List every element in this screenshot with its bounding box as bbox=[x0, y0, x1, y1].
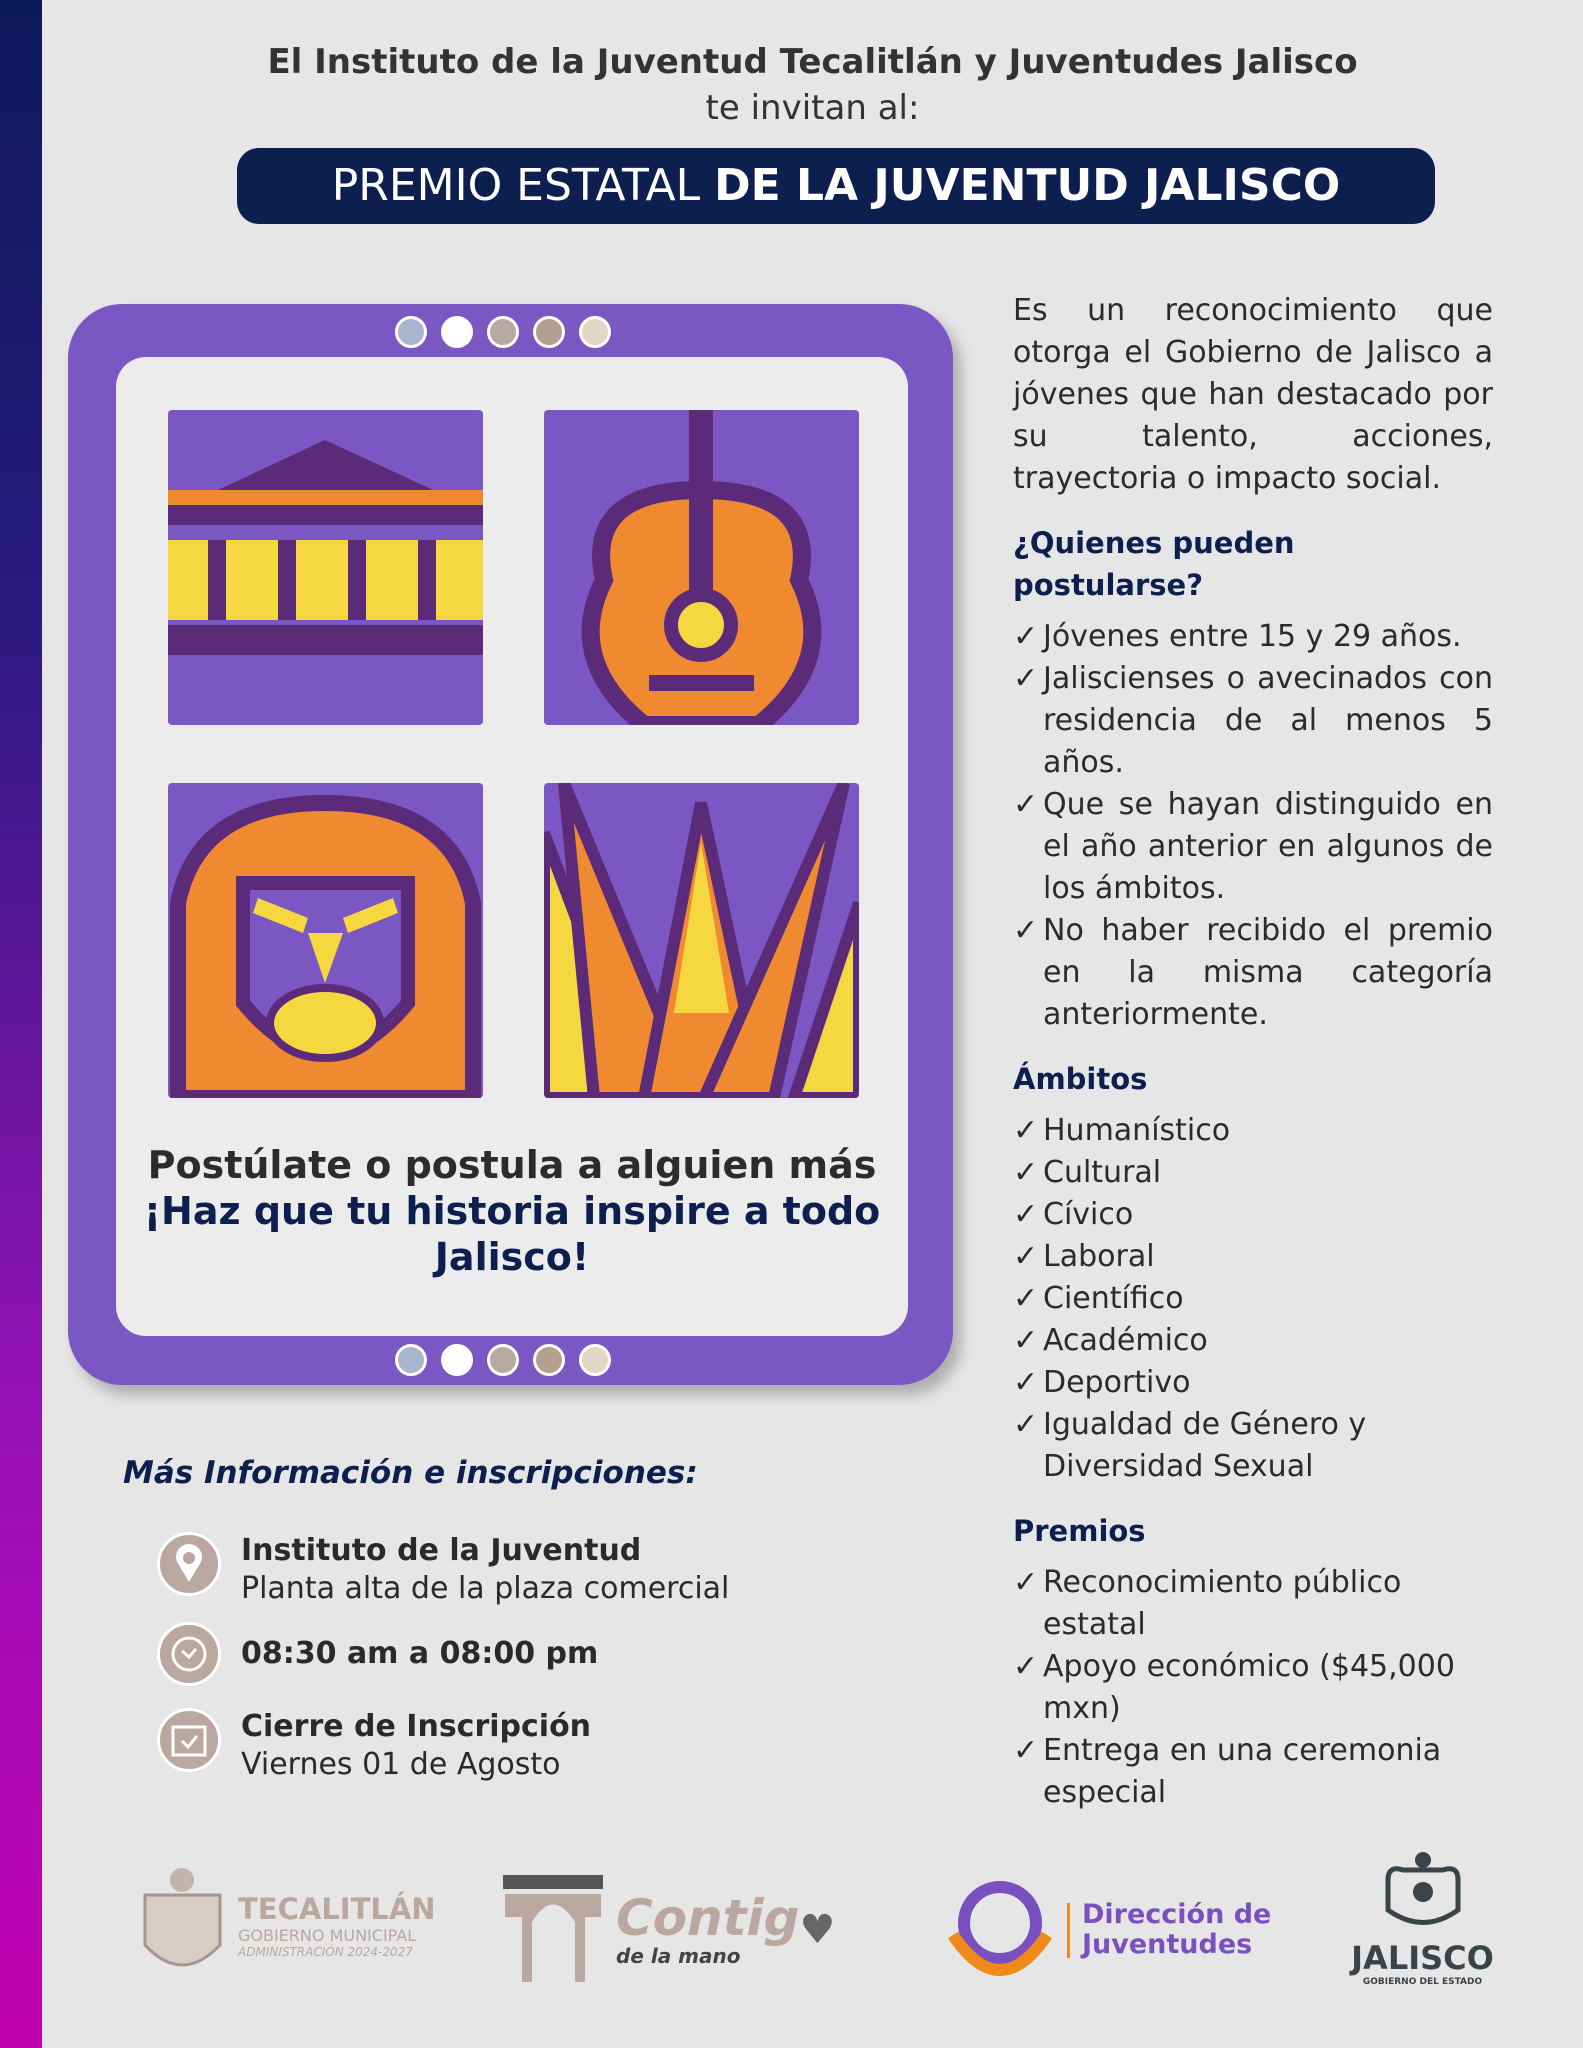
check-icon: ✓ bbox=[1013, 1565, 1039, 1600]
list-item-text: Laboral bbox=[1043, 1239, 1155, 1274]
clock-icon bbox=[157, 1622, 221, 1686]
premios-list bbox=[1013, 1562, 1493, 1814]
mask-icon bbox=[168, 783, 483, 1098]
dots-top bbox=[395, 316, 611, 348]
juventudes-line1: Dirección de bbox=[1082, 1899, 1272, 1930]
dot bbox=[533, 1344, 565, 1376]
dot bbox=[395, 316, 427, 348]
list-item bbox=[1013, 1236, 1493, 1278]
list-item-text: Jóvenes entre 15 y 29 años. bbox=[1043, 619, 1462, 654]
tagline-line1: Postúlate o postula a alguien más bbox=[147, 1143, 877, 1187]
list-item-text: Humanístico bbox=[1043, 1113, 1231, 1148]
dot bbox=[579, 316, 611, 348]
banner-bold: DE LA JUVENTUD JALISCO bbox=[714, 160, 1341, 211]
arch-icon bbox=[500, 1872, 610, 1987]
info-location bbox=[157, 1532, 729, 1608]
list-item-text: Igualdad de Género y Diversidad Sexual bbox=[1043, 1407, 1367, 1484]
check-icon: ✓ bbox=[1013, 1323, 1039, 1358]
list-item bbox=[1013, 1152, 1493, 1194]
juventudes-emblem-icon bbox=[945, 1875, 1055, 1985]
who-list bbox=[1013, 616, 1493, 1036]
jalisco-crest-icon bbox=[1378, 1850, 1468, 1935]
list-item-text: Cívico bbox=[1043, 1197, 1134, 1232]
tecalitlan-admin: ADMINISTRACIÓN 2024-2027 bbox=[238, 1944, 413, 1959]
list-item bbox=[1013, 784, 1493, 910]
check-icon: ✓ bbox=[1013, 1197, 1039, 1232]
list-item-text: Académico bbox=[1043, 1323, 1208, 1358]
list-item-text: Deportivo bbox=[1043, 1365, 1191, 1400]
place-name: Instituto de la Juventud bbox=[241, 1533, 642, 1568]
list-item bbox=[1013, 1320, 1493, 1362]
premios-title: Premios bbox=[1013, 1514, 1146, 1548]
contigo-name: Contig bbox=[616, 1888, 800, 1947]
juventudes-line2: Juventudes bbox=[1082, 1929, 1253, 1960]
place-detail: Planta alta de la plaza comercial bbox=[241, 1571, 730, 1606]
list-item-text: Cultural bbox=[1043, 1155, 1162, 1190]
ambitos-list bbox=[1013, 1110, 1493, 1488]
building-icon bbox=[168, 410, 483, 725]
contigo-logo bbox=[500, 1872, 835, 1987]
heart-handshake-icon: ♥ bbox=[799, 1906, 836, 1953]
dot bbox=[441, 1344, 473, 1376]
list-item bbox=[1013, 616, 1493, 658]
header-line2: te invitan al: bbox=[705, 88, 920, 128]
check-icon: ✓ bbox=[1013, 1365, 1039, 1400]
list-item-text: Que se hayan distinguido en el año anterior en algunos de los ámbitos. bbox=[1043, 787, 1493, 906]
tecalitlan-name: TECALITLÁN bbox=[238, 1891, 436, 1926]
location-pin-icon bbox=[157, 1532, 221, 1596]
jalisco-logo bbox=[1345, 1850, 1500, 1987]
jalisco-name: JALISCO bbox=[1351, 1939, 1494, 1977]
tecalitlan-shield-icon bbox=[135, 1865, 230, 1985]
dot bbox=[441, 316, 473, 348]
list-item bbox=[1013, 1730, 1493, 1814]
card-inner bbox=[116, 357, 908, 1336]
dot bbox=[395, 1344, 427, 1376]
list-item-text: Reconocimiento público estatal bbox=[1043, 1565, 1402, 1642]
check-icon: ✓ bbox=[1013, 1649, 1039, 1684]
dot bbox=[579, 1344, 611, 1376]
promo-card bbox=[68, 304, 953, 1385]
list-item bbox=[1013, 658, 1493, 784]
list-item bbox=[1013, 1278, 1493, 1320]
dot bbox=[533, 316, 565, 348]
check-icon: ✓ bbox=[1013, 1733, 1039, 1768]
banner-light: PREMIO ESTATAL bbox=[331, 160, 715, 211]
list-item-text: Científico bbox=[1043, 1281, 1184, 1316]
list-item-text: No haber recibido el premio en la misma categoría anteriormente. bbox=[1043, 913, 1493, 1032]
check-icon: ✓ bbox=[1013, 1155, 1039, 1190]
list-item bbox=[1013, 1194, 1493, 1236]
tagline bbox=[136, 1142, 888, 1280]
info-title: Más Información e inscripciones: bbox=[123, 1455, 698, 1491]
guitar-icon bbox=[544, 410, 859, 725]
list-item bbox=[1013, 1562, 1493, 1646]
deadline-date: Viernes 01 de Agosto bbox=[241, 1747, 561, 1782]
tagline-line2: ¡Haz que tu historia inspire a todo Jalisco! bbox=[143, 1189, 881, 1279]
hours-text: 08:30 am a 08:00 pm bbox=[241, 1636, 599, 1671]
list-item bbox=[1013, 1110, 1493, 1152]
side-gradient-bar bbox=[0, 0, 42, 2048]
agave-icon bbox=[544, 783, 859, 1098]
who-title: ¿Quienes pueden postularse? bbox=[1013, 526, 1295, 602]
tecalitlan-sub: GOBIERNO MUNICIPAL bbox=[238, 1925, 417, 1945]
juventudes-logo bbox=[945, 1875, 1271, 1985]
list-item bbox=[1013, 1404, 1493, 1488]
check-icon: ✓ bbox=[1013, 1239, 1039, 1274]
check-icon: ✓ bbox=[1013, 1113, 1039, 1148]
info-hours bbox=[157, 1622, 598, 1686]
list-item-text: Apoyo económico ($45,000 mxn) bbox=[1043, 1649, 1455, 1726]
title-banner bbox=[237, 148, 1435, 224]
list-item bbox=[1013, 1646, 1493, 1730]
check-icon: ✓ bbox=[1013, 661, 1039, 696]
check-icon: ✓ bbox=[1013, 787, 1039, 822]
list-item bbox=[1013, 1362, 1493, 1404]
calendar-check-icon bbox=[157, 1708, 221, 1772]
details-column bbox=[1013, 290, 1493, 1814]
header-line1: El Instituto de la Juventud Tecalitlán y Juventudes Jalisco bbox=[267, 42, 1358, 82]
contigo-sub: de la mano bbox=[616, 1943, 741, 1968]
check-icon: ✓ bbox=[1013, 913, 1039, 948]
tecalitlan-logo bbox=[135, 1865, 436, 1985]
check-icon: ✓ bbox=[1013, 1407, 1039, 1442]
jalisco-sub: GOBIERNO DEL ESTADO bbox=[1362, 1977, 1483, 1987]
intro-text: Es un reconocimiento que otorga el Gobierno de Jalisco a jóvenes que han destacado por su talento, acciones, trayectoria o impacto social. bbox=[1013, 293, 1493, 496]
dot bbox=[487, 1344, 519, 1376]
list-item-text: Jaliscienses o avecinados con residencia de al menos 5 años. bbox=[1043, 661, 1493, 780]
check-icon: ✓ bbox=[1013, 1281, 1039, 1316]
deadline-title: Cierre de Inscripción bbox=[241, 1709, 592, 1744]
dots-bottom bbox=[395, 1344, 611, 1376]
info-deadline bbox=[157, 1708, 591, 1784]
check-icon: ✓ bbox=[1013, 619, 1039, 654]
list-item-text: Entrega en una ceremonia especial bbox=[1043, 1733, 1442, 1810]
list-item bbox=[1013, 910, 1493, 1036]
ambitos-title: Ámbitos bbox=[1013, 1062, 1148, 1096]
dot bbox=[487, 316, 519, 348]
